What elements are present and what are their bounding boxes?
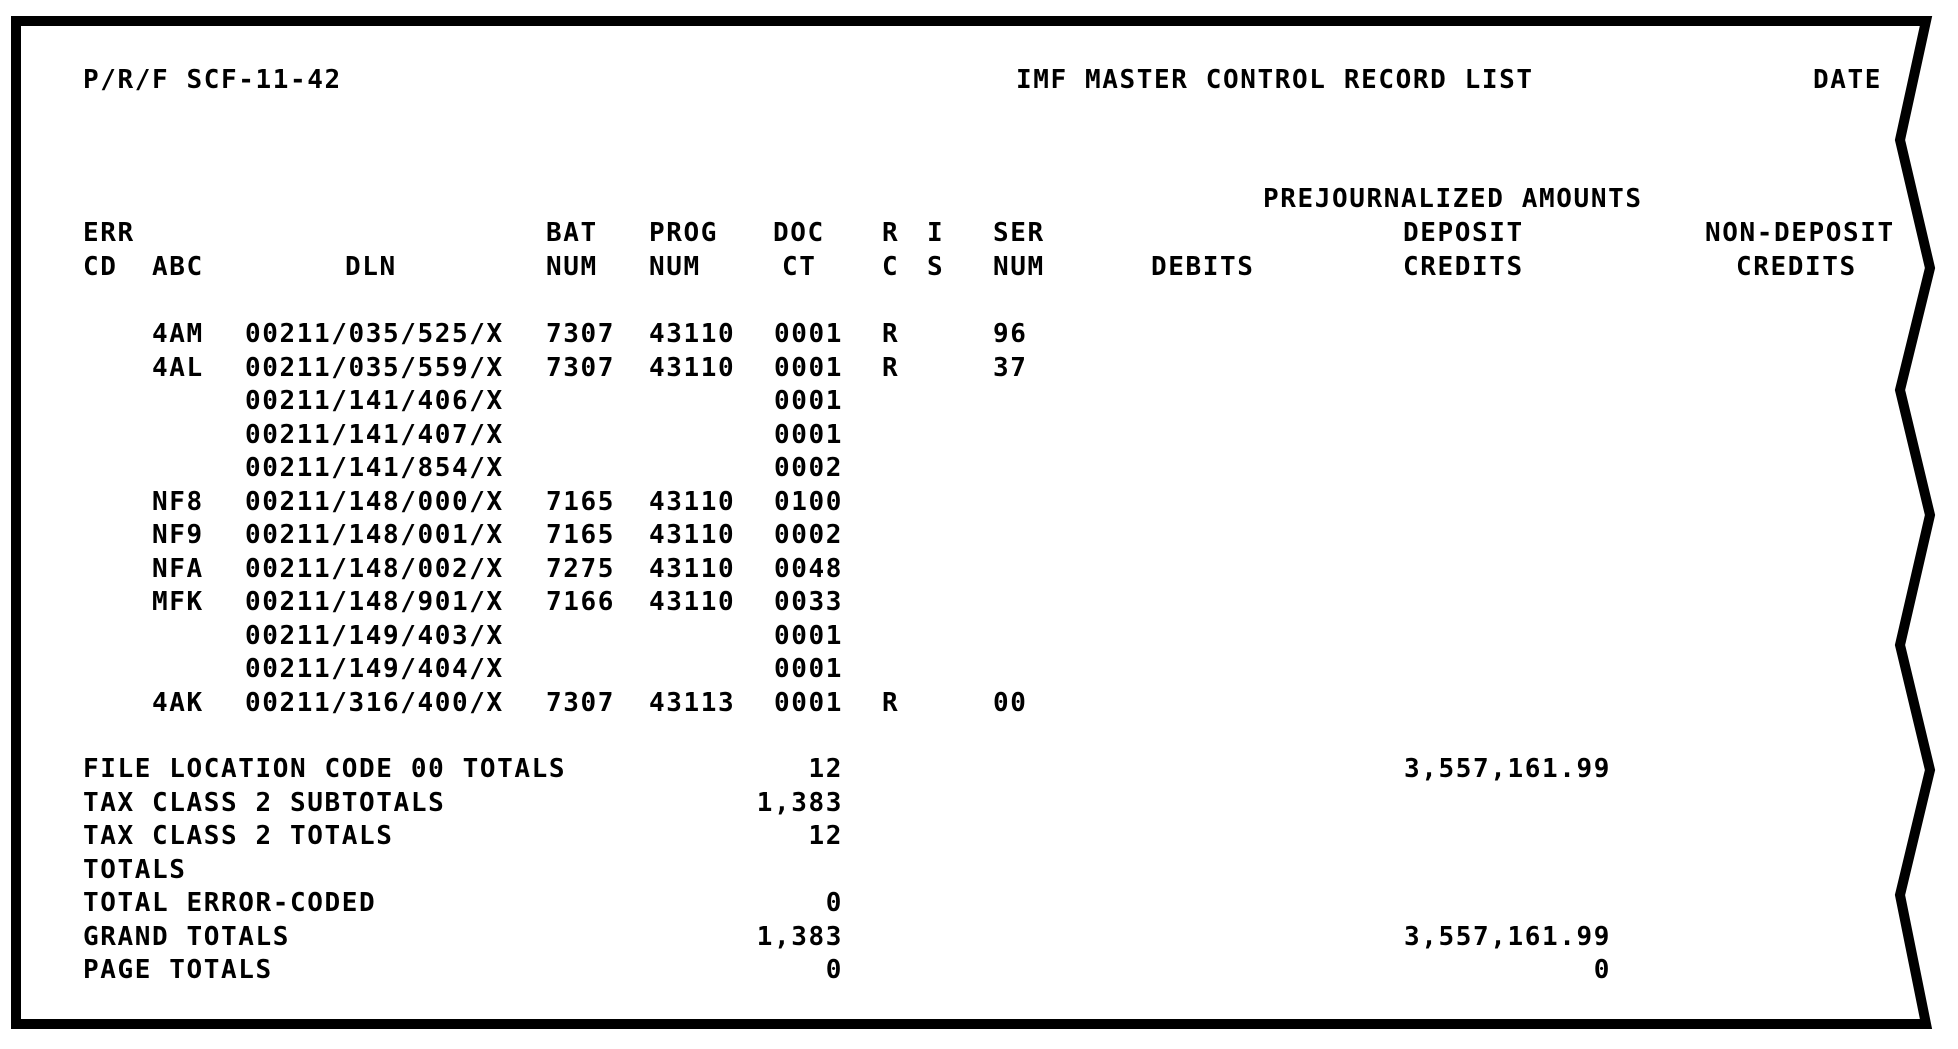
cell-doc-ct: 0048 <box>773 554 843 584</box>
cell-prog-num: 43110 <box>649 353 736 383</box>
col-header-non-deposit: NON-DEPOSIT <box>1705 218 1895 248</box>
totals-deposit-credits: 3,557,161.99 <box>1403 922 1611 952</box>
date-label: DATE <box>1813 65 1883 95</box>
totals-row-grand-totals <box>0 923 1958 953</box>
totals-label: TOTAL ERROR-CODED <box>83 888 377 918</box>
cell-abc: 4AL <box>152 353 204 383</box>
col-header-bat: BAT <box>546 218 598 248</box>
totals-deposit-credits: 3,557,161.99 <box>1403 754 1611 784</box>
cell-prog-num: 43110 <box>649 554 736 584</box>
table-row <box>0 521 1958 551</box>
totals-label: FILE LOCATION CODE 00 TOTALS <box>83 754 567 784</box>
totals-doc-ct: 1,383 <box>756 788 843 818</box>
col-header-doc: DOC <box>773 218 825 248</box>
cell-doc-ct: 0001 <box>773 319 843 349</box>
group-header-prejournalized: PREJOURNALIZED AMOUNTS <box>1263 184 1643 214</box>
cell-dln: 00211/035/525/X <box>245 319 504 349</box>
col-header-ct: CT <box>782 252 817 282</box>
cell-bat-num: 7307 <box>546 688 616 718</box>
totals-row-page-totals <box>0 956 1958 986</box>
col-header-prog: PROG <box>649 218 719 248</box>
table-row <box>0 588 1958 618</box>
cell-dln: 00211/148/001/X <box>245 520 504 550</box>
report-title: IMF MASTER CONTROL RECORD LIST <box>1016 65 1534 95</box>
table-row <box>0 655 1958 685</box>
table-row <box>0 387 1958 417</box>
cell-prog-num: 43113 <box>649 688 736 718</box>
cell-doc-ct: 0001 <box>773 386 843 416</box>
totals-label: GRAND TOTALS <box>83 922 291 952</box>
totals-row-tax-class-totals <box>0 822 1958 852</box>
totals-label: PAGE TOTALS <box>83 955 273 985</box>
totals-doc-ct: 0 <box>825 888 843 918</box>
table-row <box>0 454 1958 484</box>
cell-dln: 00211/141/854/X <box>245 453 504 483</box>
totals-doc-ct: 12 <box>808 754 843 784</box>
cell-dln: 00211/035/559/X <box>245 353 504 383</box>
cell-dln: 00211/148/000/X <box>245 487 504 517</box>
table-row <box>0 622 1958 652</box>
col-header-abc: ABC <box>152 252 204 282</box>
table-row <box>0 421 1958 451</box>
cell-dln: 00211/316/400/X <box>245 688 504 718</box>
totals-deposit-credits: 0 <box>1593 955 1611 985</box>
cell-doc-ct: 0002 <box>773 520 843 550</box>
cell-dln: 00211/148/901/X <box>245 587 504 617</box>
col-header-err: ERR <box>83 218 135 248</box>
report-id: P/R/F SCF-11-42 <box>83 65 342 95</box>
col-header-ser: SER <box>993 218 1045 248</box>
totals-row-totals <box>0 856 1958 886</box>
group-header-line <box>0 185 1958 215</box>
cell-bat-num: 7166 <box>546 587 616 617</box>
col-header-cd: CD <box>83 252 118 282</box>
cell-bat-num: 7275 <box>546 554 616 584</box>
totals-doc-ct: 12 <box>808 821 843 851</box>
cell-ser-num: 00 <box>993 688 1028 718</box>
table-row <box>0 354 1958 384</box>
cell-abc: NF8 <box>152 487 204 517</box>
cell-bat-num: 7307 <box>546 319 616 349</box>
cell-doc-ct: 0100 <box>773 487 843 517</box>
col-header-deposit-credits: CREDITS <box>1403 252 1524 282</box>
col-header-deposit: DEPOSIT <box>1403 218 1524 248</box>
col-header-s: S <box>927 252 945 282</box>
cell-abc: 4AK <box>152 688 204 718</box>
cell-dln: 00211/149/404/X <box>245 654 504 684</box>
cell-doc-ct: 0001 <box>773 353 843 383</box>
cell-rc: R <box>882 688 900 718</box>
table-row <box>0 689 1958 719</box>
cell-bat-num: 7165 <box>546 520 616 550</box>
column-header-line-2 <box>0 253 1958 283</box>
cell-doc-ct: 0001 <box>773 654 843 684</box>
col-header-i: I <box>927 218 945 248</box>
col-header-c: C <box>882 252 900 282</box>
col-header-r: R <box>882 218 900 248</box>
cell-abc: 4AM <box>152 319 204 349</box>
cell-abc: NF9 <box>152 520 204 550</box>
cell-ser-num: 37 <box>993 353 1028 383</box>
cell-abc: MFK <box>152 587 204 617</box>
col-header-nondep-credits: CREDITS <box>1736 252 1857 282</box>
totals-row-error-coded <box>0 889 1958 919</box>
col-header-bat-num: NUM <box>546 252 598 282</box>
cell-rc: R <box>882 319 900 349</box>
cell-prog-num: 43110 <box>649 487 736 517</box>
cell-doc-ct: 0001 <box>773 688 843 718</box>
cell-ser-num: 96 <box>993 319 1028 349</box>
cell-abc: NFA <box>152 554 204 584</box>
cell-rc: R <box>882 353 900 383</box>
col-header-dln: DLN <box>345 252 397 282</box>
totals-row-file-location <box>0 755 1958 785</box>
cell-prog-num: 43110 <box>649 587 736 617</box>
cell-dln: 00211/148/002/X <box>245 554 504 584</box>
cell-prog-num: 43110 <box>649 520 736 550</box>
totals-label: TOTALS <box>83 855 187 885</box>
table-row <box>0 320 1958 350</box>
cell-doc-ct: 0001 <box>773 420 843 450</box>
report-header-line <box>0 66 1958 96</box>
cell-dln: 00211/149/403/X <box>245 621 504 651</box>
totals-label: TAX CLASS 2 SUBTOTALS <box>83 788 446 818</box>
cell-bat-num: 7165 <box>546 487 616 517</box>
totals-doc-ct: 0 <box>825 955 843 985</box>
col-header-ser-num: NUM <box>993 252 1045 282</box>
cell-dln: 00211/141/407/X <box>245 420 504 450</box>
totals-row-tax-class-subtotals <box>0 789 1958 819</box>
col-header-prog-num: NUM <box>649 252 701 282</box>
totals-doc-ct: 1,383 <box>756 922 843 952</box>
totals-label: TAX CLASS 2 TOTALS <box>83 821 394 851</box>
table-row <box>0 488 1958 518</box>
cell-doc-ct: 0002 <box>773 453 843 483</box>
cell-prog-num: 43110 <box>649 319 736 349</box>
column-header-line-1 <box>0 219 1958 249</box>
cell-dln: 00211/141/406/X <box>245 386 504 416</box>
cell-doc-ct: 0033 <box>773 587 843 617</box>
col-header-debits: DEBITS <box>1151 252 1255 282</box>
table-row <box>0 555 1958 585</box>
cell-doc-ct: 0001 <box>773 621 843 651</box>
cell-bat-num: 7307 <box>546 353 616 383</box>
